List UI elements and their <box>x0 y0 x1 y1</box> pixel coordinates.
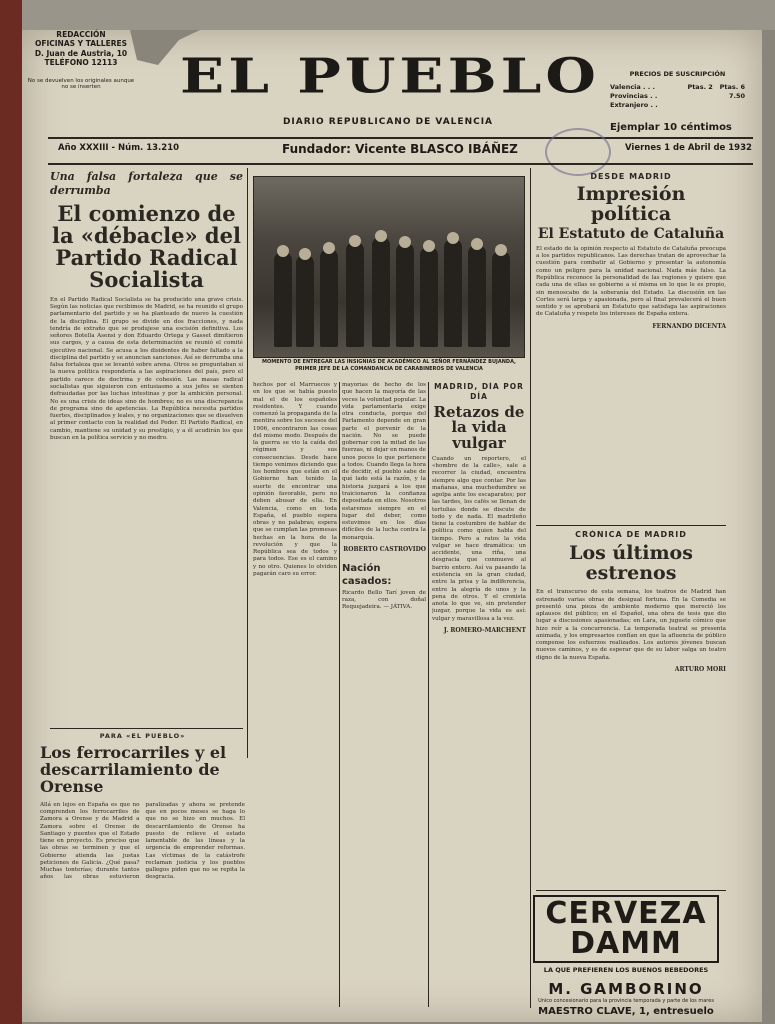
left-article <box>50 170 243 755</box>
scan-background <box>22 0 775 30</box>
column-rule <box>247 168 248 758</box>
center-column-3 <box>432 382 526 1007</box>
left-line: REDACCIÓN <box>56 30 106 39</box>
ad-title: CERVEZA DAMM <box>533 895 719 963</box>
subscription-box: PRECIOS DE SUSCRIPCIÓN Valencia . . . Ptas. 2 Ptas. 6 Provincias . . 7.50 Extranjero . . <box>610 70 745 110</box>
cerveza-advertisement <box>533 895 719 1017</box>
column-rule <box>339 382 340 1007</box>
center-column-2-bottom-head: Nación casados: <box>342 562 392 587</box>
center-column-1 <box>253 382 337 1007</box>
masthead-title: EL PUEBLO <box>180 48 600 104</box>
masthead-rule-lower <box>48 163 753 165</box>
section-rule <box>536 525 726 526</box>
right-article-body: El estado de la opinión respecto al Estatuto de Cataluña preocupa a los partidos republicanos. Las derechas tratan de aprovechar la cuestión para combatir al Gobierno y presentar la autonomía como un peligro para la unidad nacional. Nada más falso. La República reconoce la personalidad de las regiones y quiere que cada una de ellas se gobierne a sí misma en lo que le es propio, sin menoscabo de la soberanía del Estado. La discusión en las Cortes será larga y apasionada, pero al final prevalecerá el buen sentido y se aprobará un Estatuto que satisfaga las aspiraciones de Cataluña y respete los intereses de España entera. <box>536 245 726 318</box>
left-note: No se devuelven los originales aunque no se inserten <box>27 77 135 91</box>
right-article2-body: En el transcurso de esta semana, los teatros de Madrid han estrenado varias obras de desigual fortuna. En la Comedia se presentó una pieza de ambiente moderno que mereció los aplausos del público; en el Español, una obra de tesis que dio lugar a discusiones apasionadas; en Lara, un juguete cómico que hizo reír a la concurrencia. La temporada teatral se presenta animada, y los empresarios confían en que la afluencia de público compense los esfuerzos realizados. Los autores jóvenes buscan nuevos caminos, y es de esperar que de su labor salga un teatro digno de la nueva España. <box>536 589 726 661</box>
masthead-rule <box>48 137 753 139</box>
center-column-3-headline: Retazos de la vida vulgar <box>433 402 525 452</box>
photo-caption: MOMENTO DE ENTREGAR LAS INSIGNIAS DE ACADÉMICO AL SEÑOR FERNÁNDEZ BUJANDA, PRIMER JEFE DE LA COMANDANCIA DE CARABINEROS DE VALENCIA <box>262 359 516 372</box>
founder-line: Fundador: Vicente BLASCO IBÁÑEZ <box>282 142 518 156</box>
right-article-headline: Impresión política <box>576 183 686 226</box>
ad-address: MAESTRO CLAVE, 1, entresuelo <box>538 1006 714 1017</box>
left-article-headline: El comienzo de la «débacle» del Partido Radical Socialista <box>52 200 241 292</box>
price-per-copy: Ejemplar 10 céntimos <box>610 122 732 133</box>
right-article2-signature: ARTURO MORI <box>674 665 726 673</box>
right-article-subhead: El Estatuto de Cataluña <box>537 226 725 243</box>
left-line: OFICINAS Y TALLERES <box>34 39 128 49</box>
right-article-theatre <box>536 530 726 885</box>
center-column-3-dateline: MADRID, DÍA POR DÍA <box>434 382 524 401</box>
left-line: TELÉFONO 12113 <box>44 58 118 68</box>
right-article2-section: CRÓNICA DE MADRID <box>575 530 687 539</box>
center-column-2-body: mayorías de hecho de los que hacen la mayoría de las veces la voluntad popular. La vida parlamentaria exige otra conducta, porque del Parlamento depende en gran parte el porvenir de la nación. No se puede gobernar con la mitad de las fuerzas, ni dejar en manos de unos pocos lo que pertenece a todos. Cuando llega la hora de decidir, el pueblo sabe de qué lado está la razón, y la historia juzgará a los que traicionaron la confianza depositada en ellos. Nosotros estaremos siempre en el lugar del deber, como estuvimos en los días difíciles de la lucha contra la monarquía. <box>342 382 426 541</box>
section-rule <box>536 890 726 891</box>
news-photo <box>253 176 525 358</box>
masthead-subtitle: DIARIO REPUBLICANO DE VALENCIA <box>282 117 494 127</box>
issue-number: Año XXXIII - Núm. 13.210 <box>58 143 180 153</box>
right-article-signature: FERNANDO DICENTA <box>652 322 726 330</box>
issue-date: Viernes 1 de Abril de 1932 <box>625 143 752 153</box>
bottom-left-body: Allá en lejos en España es que no comprenden los ferrocarriles de Zamora a Orense y de Madrid a Zamora sobre el Orense de Santiago y puentes que el Estado tiene en proyecto. Es preciso que las obras se terminen y que el Gobierno atienda las justas peticiones de Galicia. ¿Qué pasa? Muchas tonterías; durante tantos años las obras estuvieron paralizadas y ahora se pretende que en pocos meses se haga lo que no se hizo en muchos. El descarrilamiento de Orense ha puesto de relieve el estado lamentable de las líneas y la urgencia de emprender reformas. Las víctimas de la catástrofe reclaman justicia y los pueblos gallegos piden que no se repita la desgracia. <box>40 801 245 881</box>
left-article-body: En el Partido Radical Socialista se ha producido una grave crisis. Según las noticias que recibimos de Madrid, se ha reunido el grupo parlamentario del partido y se ha planteado de nuevo la cuestión de la disciplina. El grupo se divide en dos fracciones, y nada tendría de extraño que se produjese una escisión definitiva. Los señores Botella Asensi y don Eduardo Ortega y Gasset dimitieron sus cargos, y a causa de esta determinación se reunió el comité ejecutivo nacional. Se acusa a los disidentes de haber faltado a la disciplina del partido y se anuncian sanciones. Así se derrumba una falsa fortaleza que se levantó sobre arena. Otros se preguntaban si la nueva política respondería a las aspiraciones del país, pero el partido carece de doctrina y de cohesión. Las masas radical socialistas que siguieron con entusiasmo a sus jefes se sienten defraudadas por las luchas intestinas y por la ambición personal. No es una crisis de ideas sino de hombres; no es una discrepancia de programa sino de apetencias. La República necesita partidos fuertes, disciplinados y leales, y no organizaciones que se disuelven al primer contacto con la realidad del Poder. El Partido Radical, en cambio, mantiene su unidad y su prestigio, y a él acudirán los que buscan en la política servicio y no medro. <box>50 296 243 441</box>
bottom-left-section: PARA «EL PUEBLO» <box>99 732 186 740</box>
ad-note: Unico concesionario para la provincia temporada y parte de los mares <box>538 998 714 1004</box>
right-article2-headline: Los últimos estrenos <box>569 542 693 585</box>
center-column-2-signature: ROBERTO CASTROVIDO <box>343 545 426 553</box>
masthead-left-info <box>26 30 136 91</box>
left-line: D. Juan de Austria, 10 <box>34 48 128 58</box>
section-rule <box>50 728 243 729</box>
ad-subtitle: LA QUE PREFIEREN LOS BUENOS BEBEDORES <box>543 966 709 974</box>
ad-distributor: M. GAMBORINO <box>548 980 704 998</box>
right-article-politics <box>536 172 726 517</box>
library-stamp <box>545 128 611 176</box>
page-binding-edge <box>0 0 22 1024</box>
center-column-3-body: Cuando un reportero, el «hombre de la calle», sale a recorrer la ciudad, encuentra siempre algo que contar. Por las mañanas, una muchedumbre se agolpa ante los escaparates; por las tardes, los cafés se llenan de tertulias donde se discute de todo y de nada. El madrileño tiene la costumbre de hablar de política como quien habla del tiempo. Pero a ratos la vida vulgar se hace dramática: un accidente, una riña, una desgracia que conmueve al barrio entero. Así va pasando la existencia en la gran ciudad, entre la prisa y la indiferencia, entre la alegría de unos y la pena de otros. Y el cronista anota lo que ve, sin pretender juzgar, porque la vida es así: vulgar y maravillosa a la vez. <box>432 455 526 622</box>
center-column-3-signature: J. ROMERO-MARCHENT <box>443 626 526 634</box>
center-column-2-bottom-text: Ricardo Bello Tarí joven de raza, con doñal Requejadeira. — JÁTIVA. <box>342 589 426 611</box>
subscription-row: Extranjero . . <box>610 101 658 110</box>
subscription-row: Valencia . . . <box>610 83 655 92</box>
left-article-kicker: Una falsa fortaleza que se derrumba <box>50 170 243 198</box>
subscription-row: Provincias . . <box>610 92 658 101</box>
bottom-left-article <box>40 732 245 1012</box>
right-article-section: DESDE MADRID <box>590 172 672 181</box>
center-column-2 <box>342 382 426 1007</box>
center-column-1-body: hechos por el Marruecos y en los que se había puesto mal el de los españoles residentes. Y cuando comenzó la propaganda de la mentira sobre los sucesos del 1906, encontraron las cosas del mismo modo. Después de la guerra se vio la caída del régimen y sus consecuencias. Desde hace tiempo venimos diciendo que los hombres que están en el Gobierno han tenido la suerte de encontrar una opinión favorable, pero no deben abusar de ella. En Valencia, como en toda España, el pueblo espera obras y no palabras; espera que se cumplan las promesas hechas en la hora de la revolución y que la República sea de todos y para todos. Ese es el camino y no otro. Quienes lo olviden pagarán caro su error. <box>253 382 337 577</box>
subscription-header: PRECIOS DE SUSCRIPCIÓN <box>629 70 726 78</box>
bottom-left-headline: Los ferrocarriles y el descarrilamiento de Orense <box>40 743 227 797</box>
column-rule <box>428 382 429 1007</box>
column-rule <box>530 168 531 1008</box>
